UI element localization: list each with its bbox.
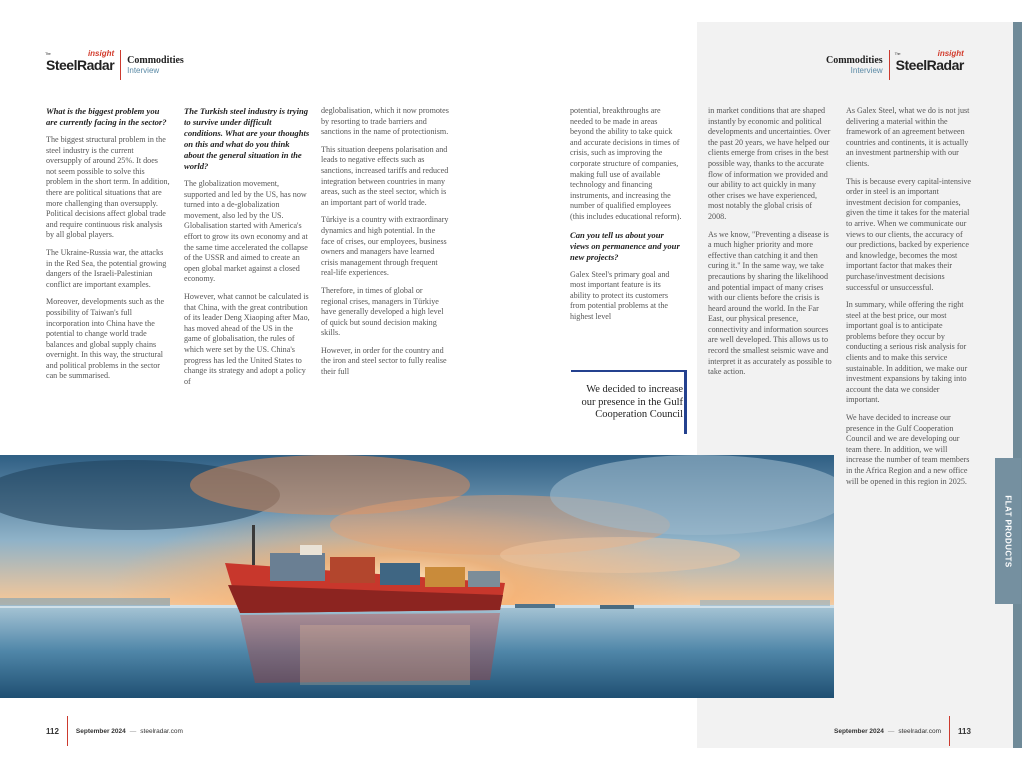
logo-the: The <box>45 51 51 56</box>
section-subtitle-right: Interview <box>850 66 883 75</box>
text-column-4 <box>570 106 682 330</box>
paragraph: We have decided to increase our presence in the Gulf Cooperation Council and we are developing our team there. In addition, we will increase the number of team members in the Africa Region and a new office will be opened in this region in 2025. <box>846 413 970 486</box>
section-title: Commodities <box>127 55 184 66</box>
logo-insight-right: insight <box>937 49 964 58</box>
text-column-1 <box>46 106 170 389</box>
page-edge-strip <box>1013 22 1022 748</box>
paragraph: The biggest structural problem in the steel industry is the current oversupply of around 25%. It does not seem possible to solve this problem in the short term. In addition, there are political situations that are more challenging than oversupply. Political decisions affect global trade and require continuous risk analysis by all global players. <box>46 135 170 240</box>
logo-insight: insight <box>87 49 115 58</box>
issue-date: September 2024 <box>75 727 126 735</box>
footer-dash-right: — <box>887 727 895 735</box>
paragraph: As Galex Steel, what we do is not just delivering a material within the framework of an agreement between countries and continents, it is actually an investment partnership with our clients. <box>846 106 970 168</box>
masthead-right <box>826 50 964 80</box>
logo-text: SteelRadar <box>46 57 115 73</box>
logo-the-right: The <box>894 51 901 56</box>
paragraph: deglobalisation, which it now promotes by resorting to trade barriers and sanctions in the name of protectionism. <box>321 106 449 137</box>
footer-rule-right <box>949 716 950 746</box>
footer-dash: — <box>129 727 137 735</box>
paragraph: Türkiye is a country with extraordinary dynamics and high potential. In the face of crises, our employees, business owners and managers have learned crisis management through frequent real-life experiences. <box>321 215 449 278</box>
page-number-right: 113 <box>958 726 971 736</box>
section-side-tab <box>995 458 1021 604</box>
footer-left <box>46 716 183 746</box>
paragraph: Therefore, in times of global or regional crises, managers in Türkiye have generally developed a high level of quick but sound decision making skills. <box>321 285 444 338</box>
paragraph: Galex Steel's primary goal and most important feature is its ability to protect its customers from potential problems at the highest level <box>570 269 670 321</box>
section-title-right: Commodities <box>826 55 883 66</box>
side-tab-label: FLAT PRODUCTS <box>1003 494 1013 568</box>
paragraph: However, what cannot be calculated is that China, with the great contribution of its leader Deng Xiaoping after Mao, has moved ahead of the US in the game of globalisation, the rules of which were set by the US. China's progress has led the United States to change its strategy and adopt a policy of <box>184 291 310 386</box>
paragraph: Moreover, developments such as the possibility of Taiwan's full incorporation into China have the potential to change world trade balances and global supply chains overnight. In this way, the structural and political problems in the sector can be summarised. <box>46 297 165 381</box>
paragraph: in market conditions that are shaped instantly by economic and political developments and uncertainties. Over the past 20 years, we have helped our clients emerge from crises in the best possible way, thanks to the accurate flow of information we provided and our ability to act quickly in many other crises we have experienced, most notably the global crisis of 2008. <box>708 106 831 221</box>
masthead-divider <box>120 50 121 80</box>
question-heading: Can you tell us about your views on permanence and your new projects? <box>570 229 680 262</box>
issue-date-right: September 2024 <box>834 727 884 735</box>
masthead-divider-right <box>889 50 890 80</box>
page-number: 112 <box>46 726 59 736</box>
paragraph: This situation deepens polarisation and leads to negative effects such as sanctions, increased tariffs and reduced integration between countries in many areas, such as the steel sector, which is an important part of world trade. <box>321 144 449 207</box>
logo-text-right: SteelRadar <box>895 57 964 73</box>
steelradar-logo <box>45 49 115 73</box>
paragraph: In summary, while offering the right steel at the best price, our most important goal is to anticipate problems before they occur by conducting a serious risk analysis for clients and to make this service sustainable. In addition, we make our investment expansions by taking into account the data we consider important. <box>846 300 968 405</box>
paragraph: However, in order for the country and the iron and steel sector to fully realise their full <box>321 345 447 377</box>
masthead-left <box>46 50 184 80</box>
paragraph: The Ukraine-Russia war, the attacks in the Red Sea, the potential growing dangers of the Israeli-Palestinian conflict are important examples. <box>46 247 167 289</box>
text-column-2 <box>184 106 310 394</box>
pull-quote-bar <box>684 370 687 434</box>
cargo-ship-photo <box>0 455 834 698</box>
question-heading: The Turkish steel industry is trying to survive under difficult conditions. What are your thoughts on this and what do you think about the general situation in the world? <box>184 106 310 171</box>
steelradar-logo-right <box>894 49 964 73</box>
text-column-6 <box>846 106 974 494</box>
footer-right <box>834 716 971 746</box>
text-column-3 <box>321 106 449 385</box>
paragraph: potential, breakthroughs are needed to be made in areas beyond the ability to take quick and accurate decisions in times of crisis, such as improving the corporate structure of companies, making full use of available technology and financing instruments, and increasing the number of qualified employees (this includes educational reform). <box>570 106 682 221</box>
question-heading: What is the biggest problem you are currently facing in the sector? <box>46 106 167 127</box>
pull-quote: We decided to increase our presence in the Gulf Cooperation Council <box>581 384 683 420</box>
footer-rule <box>67 716 68 746</box>
text-column-5 <box>708 106 832 385</box>
website-link-right[interactable]: steelradar.com <box>898 727 942 735</box>
paragraph: The globalization movement, supported and led by the US, has now turned into a de-globalization movement, also led by the US. Globalisation started with America's effort to grow its own economy and at the same time accelerated the collapse of the USSR and aimed to create an open global market against a closed economy. <box>184 179 308 284</box>
section-subtitle: Interview <box>127 66 160 75</box>
paragraph: This is because every capital-intensive order in steel is an important investment decision for companies, given the time it takes for the material to arrive. When we communicate our views to our clients, the accuracy of our predictions, backed by experience and knowledge, becomes the most important factor that makes their purchase/investment decisions successful or unsuccessful. <box>846 176 971 292</box>
website-link[interactable]: steelradar.com <box>140 727 183 735</box>
paragraph: As we know, "Preventing a disease is a much higher priority and more effective than catching it and then curing it." In the same way, we take precautions by sharing the likelihood and potential impact of many crises with our clients before the crisis is heard around the world. In the Far East, our physical presence, connectivity and information sources are well developed. This allows us to record the smallest seismic wave and interpret it as accurately as possible to take action. <box>708 229 832 377</box>
